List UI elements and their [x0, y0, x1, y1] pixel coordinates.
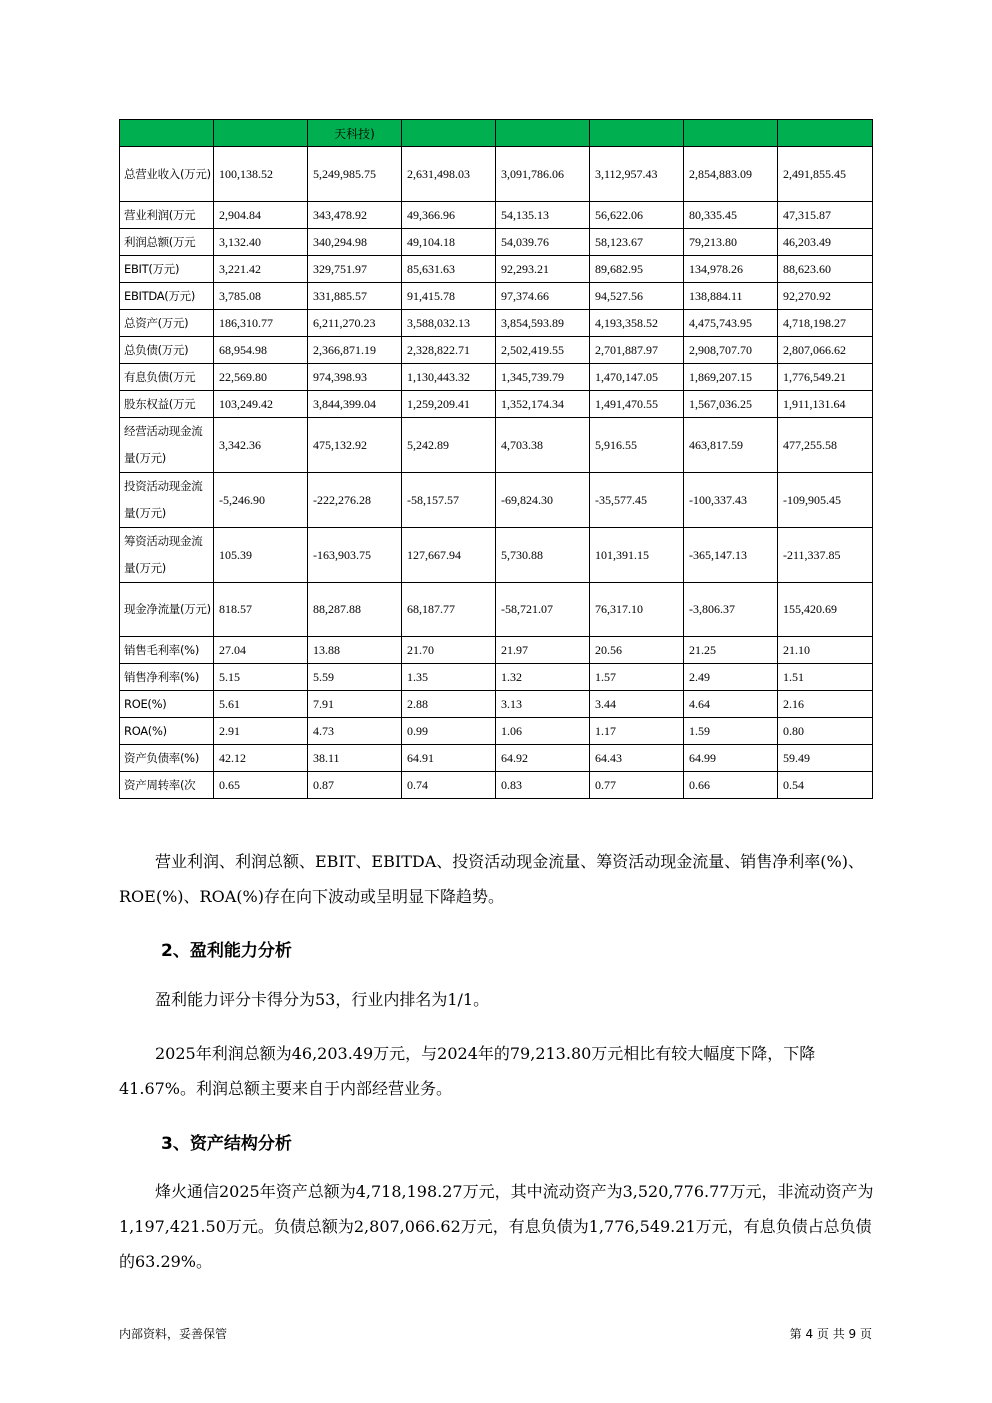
table-cell: -5,246.90: [214, 473, 308, 528]
table-cell: 1.06: [496, 718, 590, 745]
table-cell: 2.49: [684, 664, 778, 691]
table-cell: 79,213.80: [684, 229, 778, 256]
table-cell: 0.66: [684, 772, 778, 799]
table-cell: 54,039.76: [496, 229, 590, 256]
table-cell: 20.56: [590, 637, 684, 664]
table-cell: 92,270.92: [778, 283, 873, 310]
table-cell: 89,682.95: [590, 256, 684, 283]
table-cell: 47,315.87: [778, 202, 873, 229]
table-row: [120, 283, 873, 310]
table-cell: 88,623.60: [778, 256, 873, 283]
table-cell: 5,730.88: [496, 528, 590, 583]
table-cell: 101,391.15: [590, 528, 684, 583]
table-cell: 42.12: [214, 745, 308, 772]
table-cell: 4.64: [684, 691, 778, 718]
table-row: [120, 310, 873, 337]
row-label: 股东权益(万元: [120, 391, 214, 418]
row-label: 资产周转率(次: [120, 772, 214, 799]
table-cell: 1.32: [496, 664, 590, 691]
financial-table: [119, 119, 873, 799]
table-cell: -365,147.13: [684, 528, 778, 583]
table-cell: 1.35: [402, 664, 496, 691]
table-cell: 94,527.56: [590, 283, 684, 310]
table-cell: 54,135.13: [496, 202, 590, 229]
row-label: 总营业收入(万元): [120, 147, 214, 202]
table-cell: 0.80: [778, 718, 873, 745]
table-cell: 2,807,066.62: [778, 337, 873, 364]
table-cell: 3,844,399.04: [308, 391, 402, 418]
table-cell: 49,104.18: [402, 229, 496, 256]
table-cell: -211,337.85: [778, 528, 873, 583]
table-row: [120, 583, 873, 637]
table-cell: 2,631,498.03: [402, 147, 496, 202]
table-row: [120, 364, 873, 391]
table-cell: -69,824.30: [496, 473, 590, 528]
table-cell: 134,978.26: [684, 256, 778, 283]
header-cell: [496, 120, 590, 147]
table-cell: 3,091,786.06: [496, 147, 590, 202]
section-heading-asset-structure: 3、资产结构分析: [161, 1134, 292, 1154]
table-cell: 1,470,147.05: [590, 364, 684, 391]
table-cell: -163,903.75: [308, 528, 402, 583]
table-cell: -35,577.45: [590, 473, 684, 528]
table-cell: 3,132.40: [214, 229, 308, 256]
table-cell: 76,317.10: [590, 583, 684, 637]
table-cell: 100,138.52: [214, 147, 308, 202]
table-row: [120, 473, 873, 528]
table-cell: 21.25: [684, 637, 778, 664]
row-label: EBIT(万元): [120, 256, 214, 283]
table-cell: 0.77: [590, 772, 684, 799]
table-cell: -3,806.37: [684, 583, 778, 637]
table-cell: 0.54: [778, 772, 873, 799]
table-cell: 1,911,131.64: [778, 391, 873, 418]
header-cell: 天科技): [308, 120, 402, 147]
table-cell: 56,622.06: [590, 202, 684, 229]
row-label: 现金净流量(万元): [120, 583, 214, 637]
table-cell: 38.11: [308, 745, 402, 772]
table-header-row: [120, 120, 873, 147]
table-cell: 1,259,209.41: [402, 391, 496, 418]
table-cell: 138,884.11: [684, 283, 778, 310]
table-cell: 2,854,883.09: [684, 147, 778, 202]
table-cell: 64.91: [402, 745, 496, 772]
table-row: [120, 337, 873, 364]
table-cell: 5.15: [214, 664, 308, 691]
profitability-score-paragraph: 盈利能力评分卡得分为53，行业内排名为1/1。: [155, 990, 490, 1009]
table-cell: 1,567,036.25: [684, 391, 778, 418]
table-cell: 21.10: [778, 637, 873, 664]
table-row: [120, 745, 873, 772]
table-cell: 0.99: [402, 718, 496, 745]
table-cell: 3,854,593.89: [496, 310, 590, 337]
table-cell: 1,776,549.21: [778, 364, 873, 391]
table-cell: 1,352,174.34: [496, 391, 590, 418]
table-row: [120, 718, 873, 745]
table-cell: 92,293.21: [496, 256, 590, 283]
table-cell: 21.97: [496, 637, 590, 664]
row-label: EBITDA(万元): [120, 283, 214, 310]
table-cell: -100,337.43: [684, 473, 778, 528]
table-cell: 3,342.36: [214, 418, 308, 473]
table-cell: 97,374.66: [496, 283, 590, 310]
table-cell: 331,885.57: [308, 283, 402, 310]
table-cell: 4,475,743.95: [684, 310, 778, 337]
summary-paragraph: 营业利润、利润总额、EBIT、EBITDA、投资活动现金流量、筹资活动现金流量、销售净利率(%)、ROE(%)、ROA(%)存在向下波动或呈明显下降趋势。: [119, 852, 864, 906]
row-label: 销售净利率(%): [120, 664, 214, 691]
table-row: [120, 147, 873, 202]
row-label: 投资活动现金流量(万元): [120, 473, 214, 528]
table-cell: 59.49: [778, 745, 873, 772]
row-label: 经营活动现金流量(万元): [120, 418, 214, 473]
table-cell: 68,954.98: [214, 337, 308, 364]
row-label: 筹资活动现金流量(万元): [120, 528, 214, 583]
table-cell: 58,123.67: [590, 229, 684, 256]
table-cell: 2,908,707.70: [684, 337, 778, 364]
table-cell: 329,751.97: [308, 256, 402, 283]
table-cell: 2.91: [214, 718, 308, 745]
table-cell: -58,721.07: [496, 583, 590, 637]
table-cell: 3,785.08: [214, 283, 308, 310]
table-row: [120, 229, 873, 256]
table-cell: 103,249.42: [214, 391, 308, 418]
table-cell: 3,112,957.43: [590, 147, 684, 202]
table-row: [120, 691, 873, 718]
table-cell: 475,132.92: [308, 418, 402, 473]
table-cell: 2,491,855.45: [778, 147, 873, 202]
table-cell: 2.16: [778, 691, 873, 718]
table-row: [120, 664, 873, 691]
table-cell: 818.57: [214, 583, 308, 637]
table-cell: 64.92: [496, 745, 590, 772]
table-cell: 2,701,887.97: [590, 337, 684, 364]
table-cell: 2,366,871.19: [308, 337, 402, 364]
table-cell: 105.39: [214, 528, 308, 583]
table-row: [120, 391, 873, 418]
table-cell: 1.59: [684, 718, 778, 745]
table-cell: 46,203.49: [778, 229, 873, 256]
table-cell: 88,287.88: [308, 583, 402, 637]
table-cell: -58,157.57: [402, 473, 496, 528]
header-cell: [214, 120, 308, 147]
table-cell: 2,502,419.55: [496, 337, 590, 364]
table-cell: 3,588,032.13: [402, 310, 496, 337]
row-label: ROA(%): [120, 718, 214, 745]
table-cell: 127,667.94: [402, 528, 496, 583]
table-cell: 6,211,270.23: [308, 310, 402, 337]
table-cell: 3.13: [496, 691, 590, 718]
row-label: 利润总额(万元: [120, 229, 214, 256]
table-cell: 85,631.63: [402, 256, 496, 283]
table-cell: 1.17: [590, 718, 684, 745]
header-cell: [590, 120, 684, 147]
table-cell: 1.57: [590, 664, 684, 691]
table-cell: 68,187.77: [402, 583, 496, 637]
table-cell: 5,916.55: [590, 418, 684, 473]
table-cell: 5,249,985.75: [308, 147, 402, 202]
table-cell: 0.65: [214, 772, 308, 799]
table-cell: 80,335.45: [684, 202, 778, 229]
footer-confidential-note: 内部资料，妥善保管: [119, 1327, 228, 1341]
table-cell: 22,569.80: [214, 364, 308, 391]
table-cell: 340,294.98: [308, 229, 402, 256]
row-label: 销售毛利率(%): [120, 637, 214, 664]
table-cell: 4,703.38: [496, 418, 590, 473]
row-label: 资产负债率(%): [120, 745, 214, 772]
table-cell: 463,817.59: [684, 418, 778, 473]
table-row: [120, 202, 873, 229]
table-cell: 7.91: [308, 691, 402, 718]
table-cell: 64.99: [684, 745, 778, 772]
header-cell: [402, 120, 496, 147]
header-cell: [778, 120, 873, 147]
table-cell: 2,328,822.71: [402, 337, 496, 364]
table-cell: 2,904.84: [214, 202, 308, 229]
table-cell: 4.73: [308, 718, 402, 745]
header-cell: [684, 120, 778, 147]
table-cell: 0.83: [496, 772, 590, 799]
table-cell: 3.44: [590, 691, 684, 718]
row-label: 总资产(万元): [120, 310, 214, 337]
table-cell: 0.87: [308, 772, 402, 799]
table-cell: 343,478.92: [308, 202, 402, 229]
table-cell: 974,398.93: [308, 364, 402, 391]
table-cell: 2.88: [402, 691, 496, 718]
table-cell: 13.88: [308, 637, 402, 664]
table-cell: 64.43: [590, 745, 684, 772]
table-cell: 91,415.78: [402, 283, 496, 310]
table-cell: 186,310.77: [214, 310, 308, 337]
table-cell: -222,276.28: [308, 473, 402, 528]
table-cell: 1,130,443.32: [402, 364, 496, 391]
table-cell: 1,491,470.55: [590, 391, 684, 418]
asset-structure-paragraph: 烽火通信2025年资产总额为4,718,198.27万元，其中流动资产为3,520,776.77万元，非流动资产为1,197,421.50万元。负债总额为2,807,066.62万元，有息负债为1,776,549.21万元，有息负债占总负债的63.29%。: [119, 1182, 874, 1271]
table-cell: 1.51: [778, 664, 873, 691]
table-cell: -109,905.45: [778, 473, 873, 528]
row-label: 总负债(万元): [120, 337, 214, 364]
table-cell: 5,242.89: [402, 418, 496, 473]
header-cell: [120, 120, 214, 147]
row-label: ROE(%): [120, 691, 214, 718]
table-row: [120, 528, 873, 583]
table-cell: 49,366.96: [402, 202, 496, 229]
table-cell: 21.70: [402, 637, 496, 664]
table-row: [120, 772, 873, 799]
table-cell: 4,718,198.27: [778, 310, 873, 337]
table-cell: 4,193,358.52: [590, 310, 684, 337]
table-row: [120, 256, 873, 283]
table-row: [120, 637, 873, 664]
table-row: [120, 418, 873, 473]
row-label: 有息负债(万元: [120, 364, 214, 391]
table-cell: 1,345,739.79: [496, 364, 590, 391]
table-cell: 155,420.69: [778, 583, 873, 637]
row-label: 营业利润(万元: [120, 202, 214, 229]
section-heading-profitability: 2、盈利能力分析: [161, 941, 292, 961]
table-cell: 0.74: [402, 772, 496, 799]
table-cell: 1,869,207.15: [684, 364, 778, 391]
footer-page-number: 第 4 页 共 9 页: [789, 1327, 872, 1341]
profit-total-paragraph: 2025年利润总额为46,203.49万元，与2024年的79,213.80万元相比有较大幅度下降，下降41.67%。利润总额主要来自于内部经营业务。: [119, 1044, 816, 1098]
table-cell: 3,221.42: [214, 256, 308, 283]
table-cell: 5.59: [308, 664, 402, 691]
table-cell: 477,255.58: [778, 418, 873, 473]
table-cell: 27.04: [214, 637, 308, 664]
table-cell: 5.61: [214, 691, 308, 718]
